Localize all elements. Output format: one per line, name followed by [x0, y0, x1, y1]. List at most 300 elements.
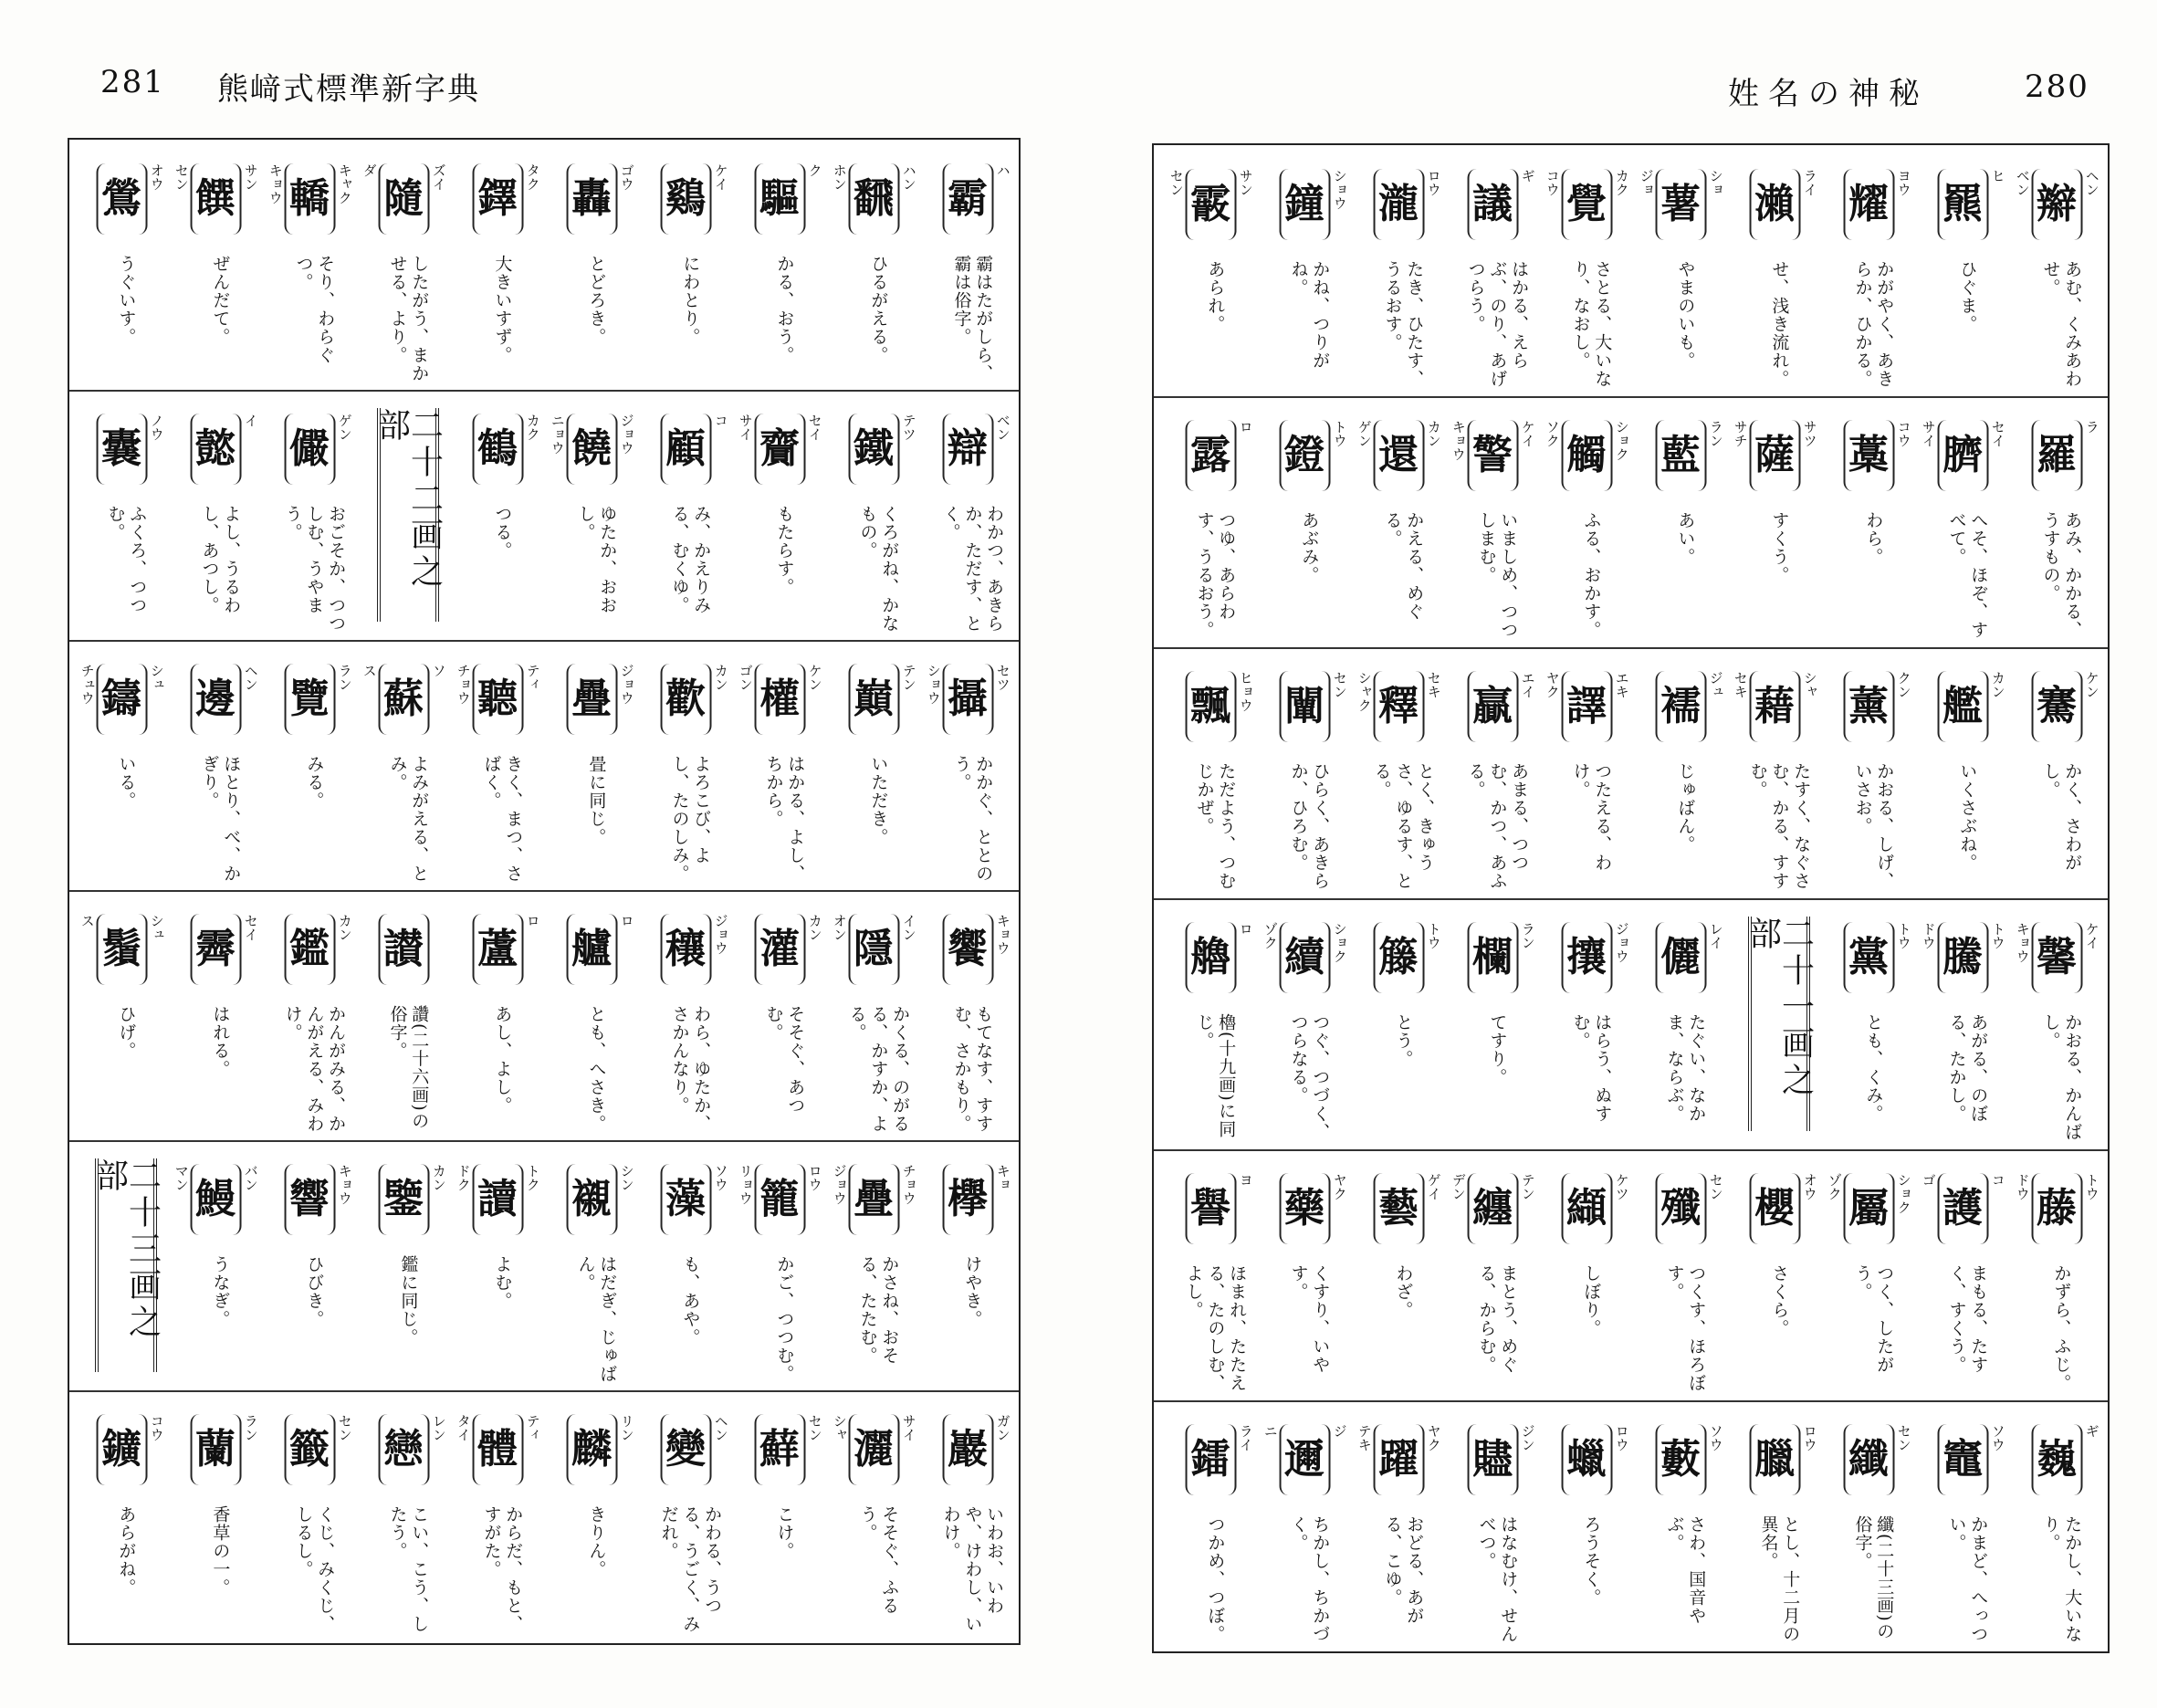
headword-kanji: 薰 — [1848, 683, 1890, 729]
dictionary-entry — [361, 1140, 455, 1390]
dictionary-entry — [549, 1140, 643, 1390]
headword-kanji: 臘 — [1754, 1436, 1796, 1483]
definition-text: そり、わらぐつ。 — [293, 255, 336, 364]
headword-bracket — [455, 664, 541, 735]
dictionary-entry — [925, 390, 1019, 640]
dictionary-entry — [79, 640, 173, 890]
dictionary-entry — [1450, 396, 1544, 647]
right-running-title: 姓名の神秘 — [1728, 76, 1929, 112]
headword-bracket — [754, 914, 823, 985]
headword-kanji: 艫 — [571, 926, 613, 972]
headword-bracket — [79, 664, 165, 735]
definition-text: あい。 — [1675, 511, 1696, 566]
reading-kana: カク — [1613, 169, 1630, 196]
headword-kanji: 譯 — [1566, 683, 1607, 729]
headword-bracket — [1185, 671, 1254, 742]
dictionary-entry — [455, 390, 549, 640]
reading-kana: ティ — [524, 664, 541, 691]
dictionary-entry — [1732, 145, 1826, 396]
dictionary-entry — [1262, 396, 1356, 647]
reading-kana: ジ — [1331, 1424, 1348, 1438]
reading-kana: ジョウ — [712, 914, 729, 955]
headword-kanji: 懿 — [195, 425, 236, 472]
headword-kanji: 羆 — [1942, 181, 1984, 227]
definition-text: たき、ひたす、うるおす。 — [1382, 260, 1425, 388]
dictionary-entry — [1638, 1149, 1732, 1400]
dictionary-entry — [2014, 1400, 2108, 1651]
headword-bracket — [96, 414, 165, 485]
dictionary-entry — [1826, 647, 1920, 898]
reading-kana: ライ — [1801, 169, 1818, 196]
reading-kana-alt: ニョウ — [549, 414, 566, 455]
reading-kana: エイ — [1519, 671, 1536, 698]
reading-kana: ゲン — [336, 414, 353, 441]
headword-bracket — [566, 1414, 635, 1485]
entry-row — [69, 890, 1019, 1142]
headword-kanji: 攝 — [948, 676, 989, 722]
headword-kanji: 薯 — [1660, 181, 1702, 227]
entry-row — [1154, 898, 2108, 1151]
reading-kana-alt: ジョウ — [831, 1164, 848, 1205]
headword-bracket — [1450, 1173, 1536, 1244]
reading-kana-alt: マン — [173, 1164, 190, 1191]
definition-text: 畳に同じ。 — [586, 755, 607, 846]
reading-kana: ケイ — [2083, 922, 2100, 949]
definition-text: そそぐ、あつむ。 — [763, 1005, 806, 1115]
reading-kana-alt: タイ — [455, 1414, 472, 1441]
headword-bracket — [1544, 420, 1630, 491]
headword-bracket — [190, 914, 259, 985]
headword-bracket — [1655, 1424, 1724, 1495]
headword-bracket — [737, 664, 823, 735]
definition-text: とも、くみ。 — [1863, 1013, 1884, 1123]
headword-kanji: 籐 — [1378, 934, 1419, 980]
reading-kana: ヘン — [242, 664, 259, 691]
reading-kana-alt: ス — [79, 914, 96, 927]
headword-bracket — [1732, 420, 1818, 491]
reading-kana: サン — [1237, 169, 1254, 196]
headword-kanji: 鑑 — [289, 926, 330, 972]
headword-kanji: 變 — [665, 1426, 707, 1472]
reading-kana: テン — [1519, 1173, 1536, 1200]
headword-bracket — [660, 1414, 729, 1485]
headword-kanji: 藉 — [1754, 683, 1796, 729]
entry-row — [1154, 145, 2108, 398]
headword-kanji: 藍 — [1660, 432, 1702, 478]
headword-bracket — [1544, 671, 1630, 742]
dictionary-entry — [267, 1140, 361, 1390]
reading-kana-alt: ニ — [1262, 1424, 1279, 1438]
headword-bracket — [1937, 1424, 2006, 1495]
headword-kanji: 鰻 — [195, 1176, 236, 1222]
headword-bracket — [848, 414, 917, 485]
definition-text: もてなす、すすむ、さかもり。 — [951, 1005, 994, 1133]
headword-bracket — [284, 1414, 353, 1485]
reading-kana: コ — [1989, 1173, 2006, 1187]
headword-kanji: 蠟 — [1566, 1436, 1607, 1483]
dictionary-entry — [925, 890, 1019, 1140]
headword-kanji: 闡 — [1284, 683, 1325, 729]
headword-bracket — [455, 1414, 541, 1485]
reading-kana: エキ — [1613, 671, 1630, 698]
reading-kana: カン — [806, 914, 823, 941]
headword-kanji: 霸 — [948, 175, 989, 222]
headword-kanji: 籤 — [289, 1426, 330, 1472]
headword-bracket — [831, 1414, 917, 1485]
dictionary-entry — [643, 1140, 737, 1390]
reading-kana: ヒョウ — [1237, 671, 1254, 712]
dictionary-entry — [549, 640, 643, 890]
definition-text: ただよう、つむじかぜ。 — [1194, 762, 1237, 890]
reading-kana: ラン — [336, 664, 353, 691]
definition-text: いる。 — [116, 755, 137, 810]
reading-kana: セイ — [1989, 420, 2006, 447]
reading-kana: シュ — [148, 914, 165, 941]
dictionary-entry — [79, 140, 173, 390]
definition-text: つたえる、わけ。 — [1570, 762, 1613, 872]
headword-kanji: 鬚 — [101, 926, 142, 972]
headword-bracket — [848, 664, 917, 735]
definition-text: おごそか、つつしむ、うやまう。 — [282, 505, 347, 633]
headword-bracket — [361, 163, 447, 235]
dictionary-entry — [737, 1140, 831, 1390]
definition-text: ぜんだて。 — [210, 255, 231, 346]
reading-kana: オウ — [1801, 1173, 1818, 1200]
definition-text: せ、浅き流れ。 — [1769, 260, 1790, 388]
reading-kana: キョウ — [336, 1164, 353, 1205]
headword-kanji: 巔 — [853, 676, 895, 722]
headword-bracket — [1920, 922, 2006, 993]
headword-kanji: 欄 — [1472, 934, 1513, 980]
headword-kanji: 屬 — [1848, 1185, 1890, 1231]
definition-text: こい、こう、したう。 — [387, 1505, 430, 1633]
dictionary-entry — [1920, 145, 2014, 396]
headword-bracket — [1279, 420, 1348, 491]
reading-kana: ズイ — [430, 163, 447, 191]
headword-bracket — [1937, 169, 2006, 240]
headword-bracket — [472, 163, 541, 235]
dictionary-entry — [1826, 898, 1920, 1149]
headword-bracket — [942, 163, 1011, 235]
headword-kanji: 纖 — [1848, 1436, 1890, 1483]
headword-kanji: 纏 — [1472, 1185, 1513, 1231]
headword-bracket — [190, 414, 259, 485]
reading-kana-alt: ヤク — [1544, 671, 1561, 698]
headword-bracket — [284, 914, 353, 985]
headword-bracket — [173, 1164, 259, 1235]
definition-text: おどる、あがる、こゆ。 — [1382, 1515, 1425, 1625]
reading-kana: キャク — [336, 163, 353, 204]
definition-text: とどろき。 — [586, 255, 607, 346]
reading-kana: セツ — [994, 664, 1011, 691]
entry-row — [69, 1140, 1019, 1392]
headword-bracket — [1843, 1424, 1912, 1495]
left-page-number: 281 — [100, 64, 165, 100]
reading-kana: レン — [430, 1414, 447, 1441]
dictionary-entry — [1638, 898, 1732, 1149]
dictionary-entry — [267, 890, 361, 1140]
definition-text: ほとり、べ、かぎり。 — [199, 755, 242, 883]
headword-kanji: 鷄 — [665, 175, 707, 222]
reading-kana: カン — [430, 1164, 447, 1191]
dictionary-entry — [643, 1390, 737, 1640]
headword-bracket — [1920, 1173, 2006, 1244]
dictionary-entry — [831, 390, 925, 640]
headword-kanji: 鐙 — [1284, 432, 1325, 478]
headword-kanji: 騫 — [2037, 683, 2078, 729]
reading-kana: ジュ — [1707, 671, 1724, 698]
definition-text: つく、したがう。 — [1852, 1264, 1895, 1374]
dictionary-entry — [1262, 647, 1356, 898]
reading-kana-alt: ドウ — [1920, 922, 1937, 949]
headword-bracket — [566, 914, 635, 985]
reading-kana: ショク — [1613, 420, 1630, 461]
reading-kana-alt: チュウ — [79, 664, 96, 705]
definition-text: さわ、国音やぶ。 — [1664, 1515, 1707, 1625]
headword-bracket — [660, 914, 729, 985]
definition-text: とし、十二月の異名。 — [1758, 1515, 1801, 1643]
definition-text: あし、よし。 — [492, 1005, 513, 1115]
headword-bracket — [566, 163, 635, 235]
right-page-dictionary-table — [1152, 143, 2110, 1653]
definition-text: あまる、つつむ、かつ、あふる。 — [1465, 762, 1530, 890]
reading-kana-alt: ベン — [2014, 169, 2031, 196]
definition-text: ふる、おかす。 — [1581, 511, 1602, 639]
headword-bracket — [925, 664, 1011, 735]
definition-text: あぶみ。 — [1299, 511, 1320, 584]
dictionary-entry — [79, 1390, 173, 1640]
reading-kana: ハン — [900, 163, 917, 191]
headword-kanji: 藁 — [1848, 432, 1890, 478]
headword-kanji: 續 — [1284, 934, 1325, 980]
definition-text: かおる、かんばし。 — [2040, 1013, 2083, 1141]
headword-bracket — [2014, 922, 2100, 993]
reading-kana: テツ — [900, 414, 917, 441]
headword-kanji: 巖 — [948, 1426, 989, 1472]
reading-kana: コウ — [148, 1414, 165, 1441]
dictionary-entry — [455, 640, 549, 890]
headword-kanji: 露 — [1190, 432, 1231, 478]
headword-kanji: 儼 — [289, 425, 330, 472]
headword-bracket — [361, 664, 447, 735]
dictionary-entry — [1168, 1149, 1262, 1400]
reading-kana: ケイ — [712, 163, 729, 191]
headword-bracket — [1356, 671, 1442, 742]
reading-kana: セン — [336, 1414, 353, 1441]
section-heading-text: 二十三画之部 — [90, 1158, 162, 1341]
headword-kanji: 觸 — [1566, 432, 1607, 478]
headword-kanji: 鑄 — [101, 676, 142, 722]
definition-text: 霸はたがしら、霸は俗字。 — [951, 255, 994, 382]
entry-row — [69, 390, 1019, 642]
definition-text: かる、おう。 — [774, 255, 795, 364]
reading-kana: カン — [336, 914, 353, 941]
reading-kana-alt: コウ — [1544, 169, 1561, 196]
headword-kanji: 隱 — [853, 926, 895, 972]
reading-kana-alt: オン — [831, 914, 848, 941]
reading-kana: セン — [1895, 1424, 1912, 1451]
definition-text: ひるがえる。 — [868, 255, 889, 364]
reading-kana: ヘン — [712, 1414, 729, 1441]
headword-kanji: 霽 — [195, 926, 236, 972]
definition-text: あらがね。 — [116, 1505, 137, 1597]
headword-bracket — [2014, 1173, 2100, 1244]
headword-kanji: 囊 — [101, 425, 142, 472]
definition-text: あみ、かかる、うすもの。 — [2040, 511, 2083, 639]
headword-bracket — [1749, 1424, 1818, 1495]
definition-text: からだ、もと、すがた。 — [481, 1505, 524, 1633]
headword-bracket — [1356, 420, 1442, 491]
headword-kanji: 讀 — [477, 1176, 518, 1222]
definition-text: よろこび、よし、たのしみ。 — [669, 755, 712, 883]
dictionary-entry — [1356, 145, 1450, 396]
headword-kanji: 歡 — [665, 676, 707, 722]
headword-kanji: 戀 — [383, 1426, 424, 1472]
definition-text: まとう、めぐる、からむ。 — [1476, 1264, 1519, 1374]
entry-row — [1154, 647, 2108, 900]
definition-text: つくす、ほろぼす。 — [1664, 1264, 1707, 1392]
headword-kanji: 殲 — [1660, 1185, 1702, 1231]
dictionary-entry — [1920, 396, 2014, 647]
reading-kana: ロウ — [1425, 169, 1442, 196]
reading-kana-alt: サチ — [1732, 420, 1749, 447]
definition-text: まもる、たすく、すくう。 — [1946, 1264, 1989, 1374]
headword-bracket — [831, 914, 917, 985]
definition-text: 櫓(十九画)に同じ。 — [1194, 1013, 1237, 1138]
headword-kanji: 覽 — [289, 676, 330, 722]
headword-kanji: 瀧 — [1378, 181, 1419, 227]
dictionary-entry — [2014, 145, 2108, 396]
headword-kanji: 覺 — [1566, 181, 1607, 227]
headword-kanji: 釋 — [1378, 683, 1419, 729]
headword-bracket — [1561, 922, 1630, 993]
reading-kana: ロ — [1237, 420, 1254, 434]
dictionary-entry — [1544, 898, 1638, 1149]
reading-kana: ショク — [1895, 1173, 1912, 1214]
headword-bracket — [1843, 420, 1912, 491]
definition-text: も、あや。 — [680, 1255, 701, 1346]
dictionary-entry — [737, 140, 831, 390]
headword-bracket — [1937, 671, 2006, 742]
reading-kana-alt: キョウ — [267, 163, 284, 204]
definition-text: かくる、のがるる、かすか、よる。 — [846, 1005, 911, 1133]
reading-kana-alt: ホン — [831, 163, 848, 191]
reading-kana-alt: ドウ — [2014, 1173, 2031, 1200]
headword-kanji: 邇 — [1284, 1436, 1325, 1483]
reading-kana: オウ — [148, 163, 165, 191]
headword-bracket — [1655, 420, 1724, 491]
headword-bracket — [660, 163, 729, 235]
reading-kana: ヨ — [1237, 1173, 1254, 1187]
dictionary-entry — [1638, 396, 1732, 647]
definition-text: かがやく、あきらか、ひかる。 — [1852, 260, 1895, 388]
headword-bracket — [472, 914, 541, 985]
headword-kanji: 儷 — [1660, 934, 1702, 980]
definition-text: ろうそく。 — [1581, 1515, 1602, 1607]
headword-kanji: 讃 — [383, 926, 424, 972]
definition-text: かご、つつむ。 — [774, 1255, 795, 1383]
headword-kanji: 櫻 — [1754, 1185, 1796, 1231]
reading-kana: セン — [1331, 671, 1348, 698]
headword-bracket — [1638, 169, 1724, 240]
reading-kana: シン — [618, 1164, 635, 1191]
dictionary-entry — [1826, 145, 1920, 396]
dictionary-entry — [1450, 1400, 1544, 1651]
headword-bracket — [1467, 671, 1536, 742]
reading-kana: ロ — [618, 914, 635, 927]
reading-kana-alt: サイ — [737, 414, 754, 441]
dictionary-entry — [831, 890, 925, 1140]
definition-text: いわお、いわや、けわし、いわけ。 — [940, 1505, 1005, 1633]
reading-kana-alt: リョウ — [737, 1164, 754, 1205]
reading-kana: サイ — [900, 1414, 917, 1441]
headword-bracket — [1262, 922, 1348, 993]
entry-row — [69, 1390, 1019, 1640]
dictionary-entry — [455, 140, 549, 390]
reading-kana: リン — [618, 1414, 635, 1441]
definition-text: つぐ、つづく、つらなる。 — [1288, 1013, 1331, 1141]
headword-kanji: 辯 — [948, 425, 989, 472]
definition-text: かかぐ、ととのう。 — [951, 755, 994, 883]
headword-bracket — [942, 1414, 1011, 1485]
headword-kanji: 譽 — [1190, 1185, 1231, 1231]
definition-text: とく、きゅうさ、ゆるす、とる。 — [1371, 762, 1436, 890]
reading-kana: ガン — [994, 1414, 1011, 1441]
headword-bracket — [660, 664, 729, 735]
definition-text: ふくろ、つつむ。 — [105, 505, 148, 614]
headword-bracket — [1732, 671, 1818, 742]
dictionary-entry — [1356, 647, 1450, 898]
headword-bracket — [1373, 1173, 1442, 1244]
dictionary-entry — [2014, 898, 2108, 1149]
reading-kana: ロウ — [806, 1164, 823, 1191]
reading-kana-alt: キョウ — [1450, 420, 1467, 461]
dictionary-entry — [267, 390, 361, 640]
headword-kanji: 饒 — [571, 425, 613, 472]
definition-text: いただき。 — [868, 755, 889, 846]
headword-kanji: 臍 — [1942, 432, 1984, 478]
dictionary-entry — [1544, 1149, 1638, 1400]
dictionary-entry — [737, 640, 831, 890]
reading-kana: ジョウ — [618, 414, 635, 455]
dictionary-entry — [173, 140, 267, 390]
reading-kana: ソウ — [1707, 1424, 1724, 1451]
definition-text: たすく、なぐさむ、かる、すすむ。 — [1747, 762, 1812, 890]
dictionary-entry — [1920, 647, 2014, 898]
definition-text: はだぎ、じゅばん。 — [575, 1255, 618, 1383]
dictionary-entry — [1638, 647, 1732, 898]
reading-kana-alt: ゴン — [737, 664, 754, 691]
definition-text: ゆたか、おおし。 — [575, 505, 618, 614]
section-heading-text: 二十二画之部 — [372, 408, 444, 591]
headword-kanji: 襯 — [571, 1176, 613, 1222]
dictionary-entry — [643, 390, 737, 640]
definition-text: はかる、よし、ちから。 — [763, 755, 806, 883]
dictionary-entry — [925, 140, 1019, 390]
dictionary-entry — [1450, 145, 1544, 396]
headword-bracket — [2014, 169, 2100, 240]
definition-text: わかつ、あきらか、ただす、とく。 — [940, 505, 1005, 633]
headword-bracket — [549, 414, 635, 485]
reading-kana: クン — [1895, 671, 1912, 698]
reading-kana: セイ — [242, 914, 259, 941]
headword-kanji: 藪 — [1660, 1436, 1702, 1483]
dictionary-entry — [1732, 647, 1826, 898]
headword-kanji: 蘇 — [383, 676, 424, 722]
reading-kana: ソウ — [712, 1164, 729, 1191]
reading-kana: ハ — [994, 163, 1011, 177]
headword-bracket — [472, 414, 541, 485]
